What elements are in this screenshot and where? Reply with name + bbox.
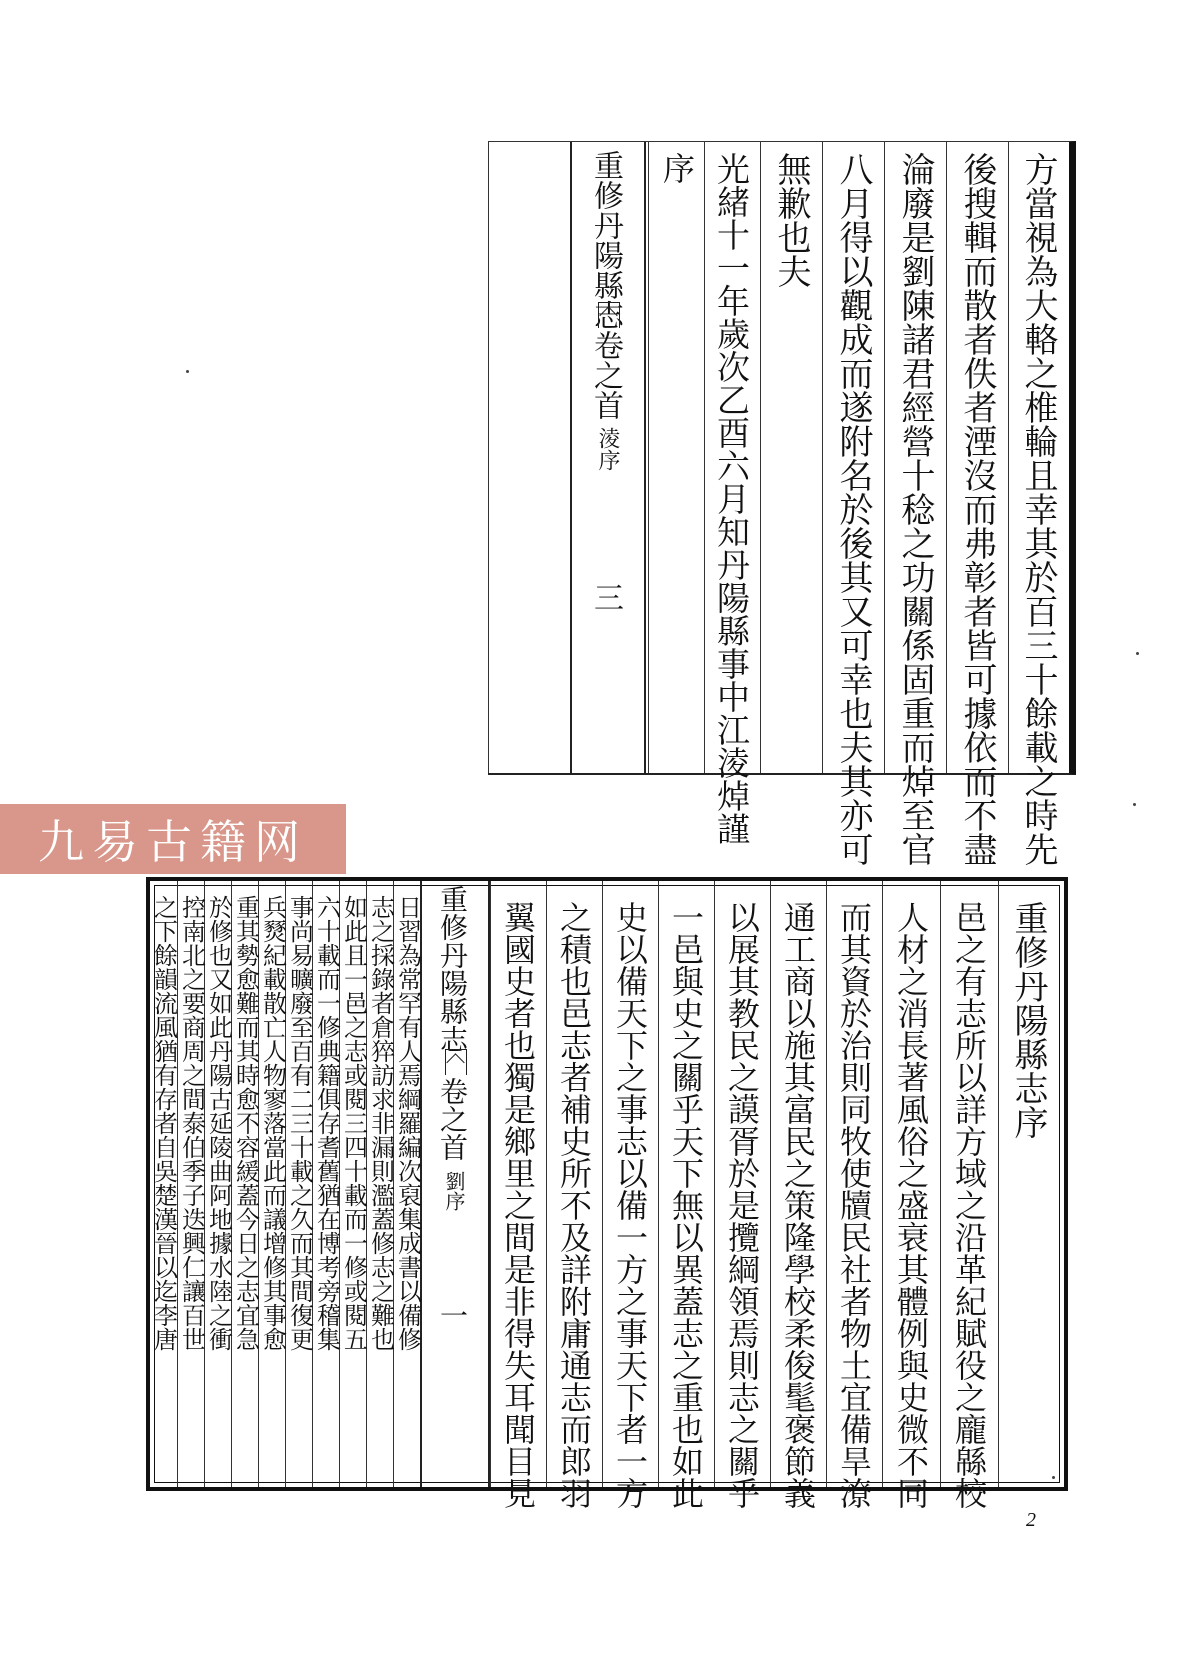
text-column <box>884 142 946 866</box>
body-line: 通工商以施其富民之策隆學校柔俊髦褒節義 <box>779 901 817 1509</box>
text-column <box>714 881 770 1509</box>
text-column <box>770 881 826 1509</box>
body-line: 人材之消長著風俗之盛衰其體例與史微不同 <box>892 901 930 1509</box>
text-column <box>940 881 998 1509</box>
fish-tail-icon <box>598 302 620 328</box>
text-column <box>490 881 546 1509</box>
body-line: 方當視為大輅之椎輪且幸其於百三十餘載之時先 <box>1018 152 1058 866</box>
empty-column <box>488 142 570 773</box>
body-line: 一邑與史之關乎天下無以異蓋志之重也如此 <box>667 901 705 1509</box>
watermark-text: 九易古籍网 <box>38 815 308 869</box>
text-column <box>822 142 884 866</box>
volume-label: 卷之首 <box>436 1077 469 1161</box>
text-column <box>946 142 1008 866</box>
body-line: 以展其教民之謨胥於是攬綱領焉則志之關乎 <box>723 901 761 1509</box>
body-line: 淪廢是劉陳諸君經營十稔之功關係固重而焯至官 <box>895 152 935 866</box>
watermark-banner <box>0 804 346 874</box>
book-title: 重修丹陽縣志 <box>588 150 623 330</box>
body-line: 重其勢愈難而其時愈不容緩蓋今日之志宜急 <box>231 895 260 1351</box>
text-column <box>546 881 602 1509</box>
page-number: 2 <box>1026 1509 1036 1531</box>
top-leaf <box>488 141 1076 866</box>
body-line: 史以備天下之事志以備一方之事天下者一方 <box>611 901 649 1509</box>
section-label: 淩序 <box>595 427 620 471</box>
center-margin <box>420 881 490 1487</box>
body-line: 之積也邑志者補史所不及詳附庸通志而郎羽 <box>555 901 593 1509</box>
text-column <box>760 142 822 773</box>
volume-label: 卷之首 <box>588 330 623 420</box>
signature-line: 光緒十一年歲次乙酉六月知丹陽縣事中江淩焯謹 <box>712 152 751 845</box>
body-line: 兵燹紀載散亡人物寥落當此而議增修其事愈 <box>258 895 287 1351</box>
body-line: 事尚易曠廢至百有二三十載之久而其間復更 <box>285 895 314 1351</box>
preface-heading: 重修丹陽縣志序 <box>1008 901 1048 1139</box>
body-line: 日習為常罕有人焉綱羅編次裒集成書以備修 <box>393 895 422 1351</box>
heading-column <box>998 881 1058 1487</box>
signature-end: 序 <box>658 152 696 184</box>
leaf-number: 一 <box>436 1301 469 1329</box>
text-column <box>826 881 882 1509</box>
body-line: 於修也又如此丹陽古延陵曲阿地據水陸之衝 <box>204 895 233 1351</box>
text-column <box>1008 142 1069 866</box>
body-line: 八月得以觀成而遂附名於後其又可幸也夫其亦可 <box>833 152 873 866</box>
center-margin <box>570 142 646 773</box>
text-column <box>658 881 714 1509</box>
fish-tail-icon <box>445 1049 467 1075</box>
body-line: 六十載而一修典籍俱存耆舊猶在博考旁稽集 <box>312 895 341 1351</box>
body-line: 翼國史者也獨是鄉里之間是非得失耳聞目見 <box>499 901 537 1509</box>
body-line: 邑之有志所以詳方域之沿革紀賦役之龐緜校 <box>950 901 988 1509</box>
signature-column <box>704 142 760 845</box>
leaf-number: 三 <box>588 582 623 612</box>
section-label: 劉序 <box>442 1171 466 1211</box>
body-line: 無歉也夫 <box>771 152 811 288</box>
body-line: 志之採錄者倉猝訪求非漏則濫蓋修志之難也 <box>366 895 395 1351</box>
text-column <box>602 881 658 1509</box>
body-line: 之下餘韻流風猶有存者自吳楚漢晉以迄李唐 <box>149 895 178 1351</box>
body-line: 而其資於治則同牧使牘民社者物土宜備旱潦 <box>835 901 873 1509</box>
text-column <box>882 881 940 1509</box>
text-column <box>393 881 420 1487</box>
left-half-extra <box>146 877 386 1491</box>
body-line: 控南北之要商周之間泰伯季子迭興仁讓百世 <box>177 895 206 1351</box>
text-column <box>648 142 704 773</box>
body-line: 如此且一邑之志或閱三四十載而一修或閱五 <box>339 895 368 1351</box>
body-line: 後搜輯而散者佚者湮沒而弗彰者皆可據依而不盡 <box>957 152 997 866</box>
book-title: 重修丹陽縣志 <box>436 885 469 1053</box>
